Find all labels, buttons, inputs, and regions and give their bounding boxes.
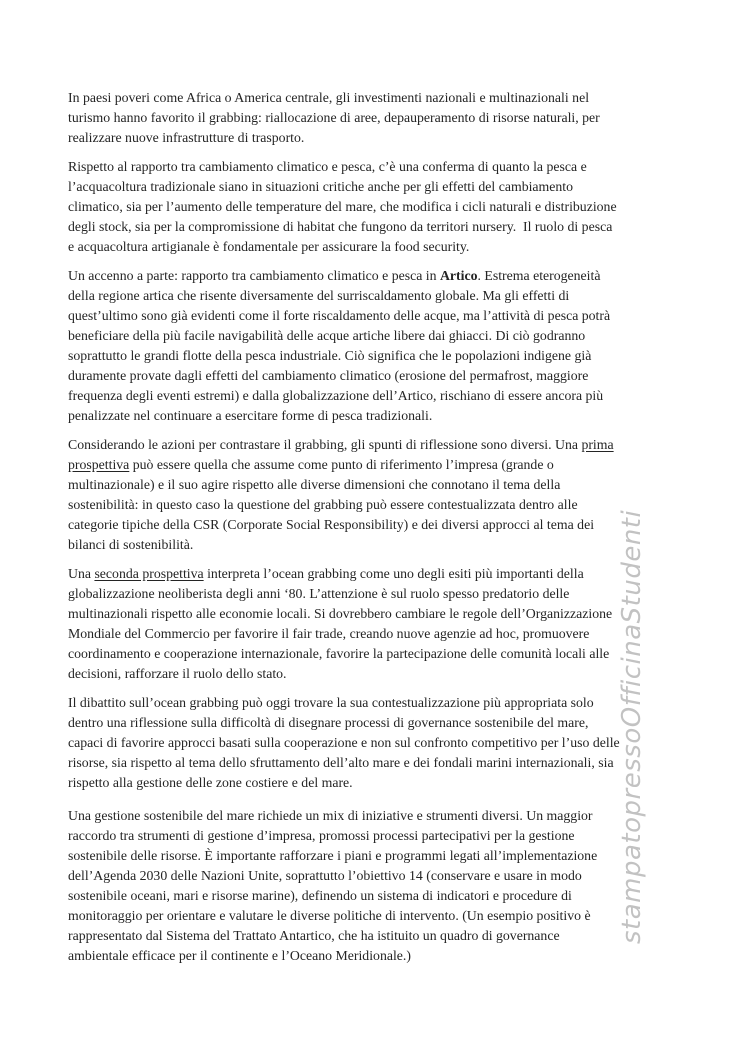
text-line: beneficiare della più facile navigabilità delle acque artiche libere dai ghiacci. Di ciò godranno: [68, 328, 586, 343]
text-line: sostenibile delle risorse. È importante rafforzare i piani e programmi legati all’implementazione: [68, 848, 598, 863]
text-line: prospettiva può essere quella che assume come punto di riferimento l’impresa (grande o: [68, 457, 554, 472]
text-line: categorie tipiche della CSR (Corporate Social Responsibility) e dei diversi approcci al tema dei: [68, 517, 595, 532]
text-line: soprattutto le grandi flotte della pesca industriale. Ciò significa che le popolazioni indigene già: [68, 348, 592, 363]
text-line: penalizzate nel continuare a esercitare forme di pesca tradizionali.: [68, 408, 433, 423]
text-line: multinazionale) e il suo agire rispetto alle diverse dimensioni che connotano il tema della: [68, 477, 561, 492]
paragraph: [68, 266, 678, 426]
text-line: risorse, sia rispetto al tema dello sfruttamento dell’alto mare e dei fondali marini internazionali, sia: [68, 755, 614, 770]
text-line: In paesi poveri come Africa o America centrale, gli investimenti nazionali e multinazionali nel: [68, 90, 590, 105]
text-line: quest’ultimo sono già evidenti come il forte riscaldamento delle acque, ma l’attività di pesca potrà: [68, 308, 611, 323]
text-line: e acquacoltura artigianale è fondamentale per assicurare la food security.: [68, 239, 470, 254]
text-line: coordinamento e cooperazione internazionale, favorire la partecipazione delle comunità locali alle: [68, 646, 610, 661]
text-line: Rispetto al rapporto tra cambiamento climatico e pesca, c’è una conferma di quanto la pesca e: [68, 159, 587, 174]
text-line: della regione artica che risente diversamente del surriscaldamento globale. Ma gli effetti di: [68, 288, 570, 303]
paragraph: [68, 564, 678, 684]
document-body: [68, 88, 678, 975]
text-line: dentro una riflessione sulla difficoltà di disegnare processi di governance sostenibile del mare,: [68, 715, 589, 730]
text-line: rispetto alla gestione delle zone costiere e del mare.: [68, 775, 353, 790]
text-line: l’acquacoltura tradizionale siano in situazioni critiche anche per gli effetti del cambiamento: [68, 179, 574, 194]
text-line: Una gestione sostenibile del mare richiede un mix di iniziative e strumenti diversi. Un maggior: [68, 808, 593, 823]
text-line: turismo hanno favorito il grabbing: riallocazione di aree, depauperamento di risorse naturali, per: [68, 110, 600, 125]
text-line: Una seconda prospettiva interpreta l’ocean grabbing come uno degli esiti più importanti della: [68, 566, 584, 581]
text-line: bilanci di sostenibilità.: [68, 537, 194, 552]
paragraph: [68, 806, 678, 966]
diagonal-watermark: stampatopressoOfficinaStudenti: [617, 509, 647, 944]
text-line: sostenibilità: in questo caso la questione del grabbing può essere contestualizzata dentro alle: [68, 497, 578, 512]
text-line: decisioni, rafforzare il ruolo dello stato.: [68, 666, 287, 681]
paragraph: [68, 88, 678, 148]
text-line: rappresentato dal Sistema del Trattato Antartico, che ha istituito un quadro di governance: [68, 928, 560, 943]
text-line: Considerando le azioni per contrastare il grabbing, gli spunti di riflessione sono diversi. Una prima: [68, 437, 614, 452]
text-line: degli stock, sia per la compromissione di habitat che fungono da territori nursery. Il ruolo di pesca: [68, 219, 613, 234]
text-line: globalizzazione neoliberista degli anni ‘80. L’attenzione è sul ruolo spesso predatorio delle: [68, 586, 570, 601]
text-line: realizzare nuove infrastrutture di trasporto.: [68, 130, 305, 145]
text-line: frequenza degli eventi estremi) e dalla globalizzazione dell’Artico, rischiano di essere ancora più: [68, 388, 604, 403]
text-line: sostenibile oceani, mari e risorse marine), definendo un sistema di indicatori e procedure di: [68, 888, 572, 903]
text-line: duramente provate dagli effetti del cambiamento climatico (erosione del permafrost, maggiore: [68, 368, 589, 383]
text-line: capaci di favorire approcci basati sulla cooperazione e non sul confronto competitivo per l’uso delle: [68, 735, 620, 750]
text-line: Il dibattito sull’ocean grabbing può oggi trovare la sua contestualizzazione più appropriata solo: [68, 695, 594, 710]
paragraph: [68, 435, 678, 555]
text-line: dell’Agenda 2030 delle Nazioni Unite, soprattutto l’obiettivo 14 (conservare e usare in modo: [68, 868, 582, 883]
text-line: climatico, sia per l’aumento delle temperature del mare, che modifica i cicli naturali e distribuzione: [68, 199, 617, 214]
paragraph: [68, 157, 678, 257]
text-line: raccordo tra strumenti di gestione d’impresa, promossi processi partecipativi per la gestione: [68, 828, 575, 843]
paragraph: [68, 693, 678, 793]
text-line: monitoraggio per orientare e valutare le diverse politiche di intervento. (Un esempio positivo è: [68, 908, 591, 923]
text-line: multinazionali rispetto alle economie locali. Si dovrebbero cambiare le regole dell’Organizzazione: [68, 606, 613, 621]
text-line: Mondiale del Commercio per favorire il fair trade, creando nuove agenzie ad hoc, promuovere: [68, 626, 590, 641]
text-line: Un accenno a parte: rapporto tra cambiamento climatico e pesca in Artico. Estrema eterogeneità: [68, 268, 601, 283]
text-line: ambientale efficace per il continente e l’Oceano Meridionale.): [68, 948, 411, 963]
